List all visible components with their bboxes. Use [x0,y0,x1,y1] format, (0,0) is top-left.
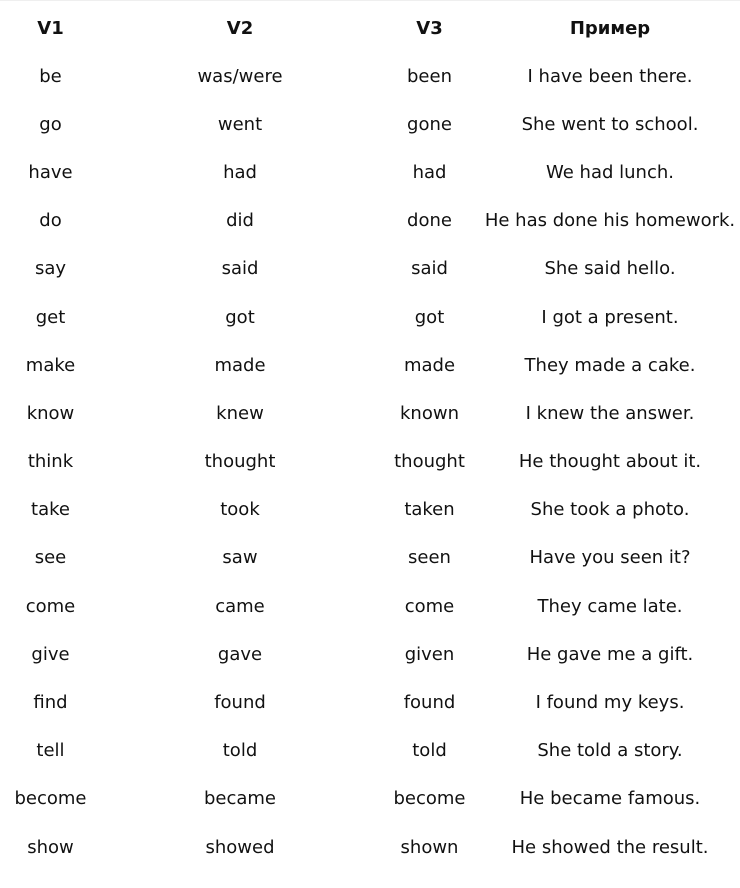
cell-v2: saw [222,547,258,569]
cell-v3: known [400,402,459,424]
cell-example: I have been there. [527,65,693,87]
header-v3: V3 [416,17,443,39]
cell-example: Have you seen it? [529,547,691,569]
top-divider [0,0,740,1]
cell-v2: did [226,210,254,232]
table-row [0,148,740,196]
table-row [0,678,740,726]
cell-v3: thought [394,451,465,473]
cell-example: He showed the result. [511,836,709,858]
cell-example: I got a present. [541,306,679,328]
cell-v2: said [221,258,259,280]
cell-example: She took a photo. [530,499,690,521]
cell-v1: give [31,643,70,665]
cell-v1: do [39,210,62,232]
cell-v1: see [34,547,67,569]
cell-example: I knew the answer. [525,402,695,424]
cell-example: They made a cake. [524,354,696,376]
cell-v3: done [407,210,452,232]
cell-v2: gave [217,643,263,665]
cell-example: She told a story. [537,740,683,762]
cell-v2: found [214,692,266,714]
cell-v3: found [403,692,456,714]
cell-v2: thought [204,451,276,473]
table-row [0,197,740,245]
cell-v3: become [393,788,466,810]
cell-v3: taken [404,499,455,521]
cell-v1: become [14,788,87,810]
cell-example: He became famous. [519,788,701,810]
irregular-verbs-table [0,4,740,871]
cell-v2: went [217,113,263,135]
cell-v1: say [34,258,67,280]
table-row [0,534,740,582]
table-header [0,4,740,52]
cell-v3: come [404,595,455,617]
header-row [0,4,740,52]
cell-v3: told [412,740,447,762]
table-row [0,630,740,678]
cell-v2: came [215,595,265,617]
cell-v3: made [403,354,456,376]
table-row [0,52,740,100]
table-row [0,582,740,630]
cell-v2: got [225,306,255,328]
cell-example: She went to school. [521,113,699,135]
cell-v1: make [25,354,76,376]
table-row [0,293,740,341]
cell-v3: been [407,65,452,87]
cell-v3: said [411,258,448,280]
cell-v2: knew [216,402,264,424]
header-example: Пример [569,17,651,39]
cell-v2: took [220,499,260,521]
cell-v2: made [214,354,266,376]
table-row [0,245,740,293]
table-row [0,727,740,775]
table-row [0,389,740,437]
cell-v3: given [404,643,455,665]
cell-v3: seen [408,547,451,569]
header-v1: V1 [37,17,64,39]
table-row [0,100,740,148]
header-v2: V2 [226,17,254,39]
table-row [0,823,740,871]
cell-v1: tell [36,740,65,762]
cell-example: We had lunch. [546,161,674,183]
cell-v1: have [28,161,73,183]
cell-v2: became [203,788,277,810]
cell-v3: had [412,161,447,183]
cell-v3: got [414,306,445,328]
cell-v1: come [25,595,76,617]
cell-v2: was/were [197,65,283,87]
table-body [0,52,740,871]
cell-example: I found my keys. [535,692,685,714]
cell-example: She said hello. [544,258,676,280]
table-row [0,341,740,389]
cell-v2: showed [205,836,275,858]
cell-v1: go [39,113,62,135]
cell-v1: be [39,65,62,87]
table-row [0,775,740,823]
cell-v1: find [33,692,68,714]
cell-example: They came late. [537,595,683,617]
cell-v1: think [27,451,74,473]
cell-example: He has done his homework. [484,210,736,232]
table-row [0,438,740,486]
cell-v1: take [31,499,70,521]
cell-v1: show [27,836,74,858]
cell-v1: know [26,402,75,424]
cell-example: He gave me a gift. [526,643,694,665]
cell-v3: gone [407,113,452,135]
cell-v2: had [223,161,257,183]
cell-example: He thought about it. [518,451,702,473]
cell-v1: get [35,306,66,328]
cell-v3: shown [400,836,459,858]
cell-v2: told [222,740,258,762]
table-row [0,486,740,534]
